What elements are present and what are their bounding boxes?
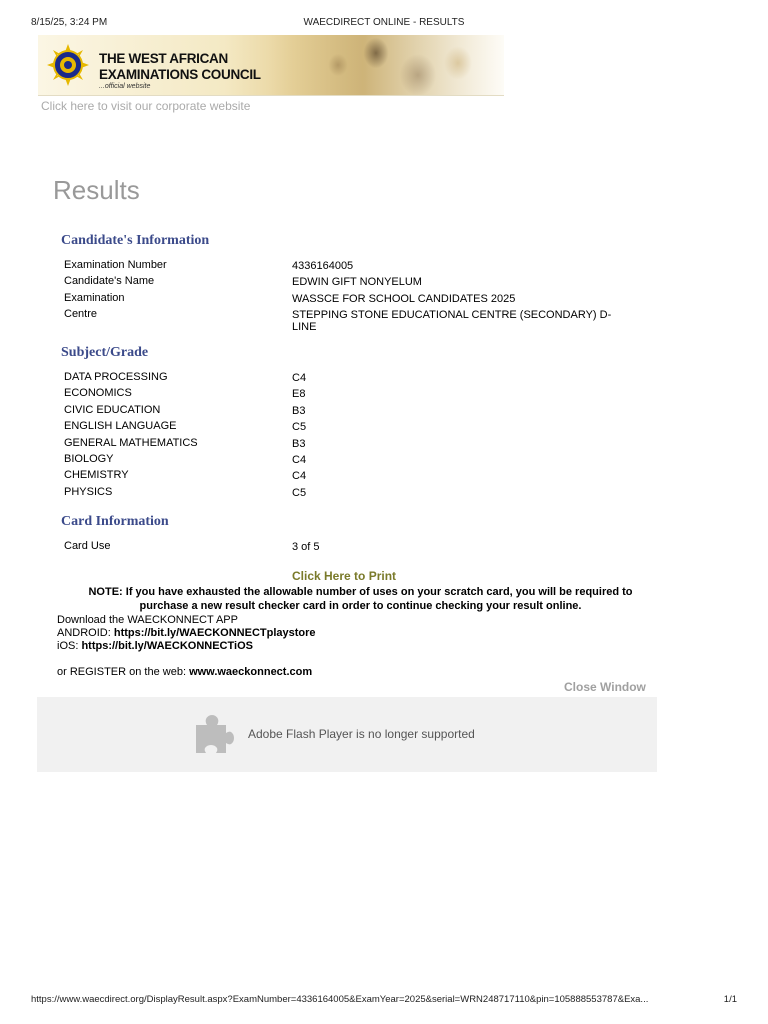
print-footer	[31, 994, 737, 1008]
android-line	[57, 627, 316, 639]
table-row	[64, 259, 644, 275]
print-page-title: WAECDIRECT ONLINE - RESULTS	[303, 17, 465, 28]
table-row	[64, 387, 644, 403]
flash-message: Adobe Flash Player is no longer supported	[248, 727, 475, 741]
flash-placeholder	[37, 697, 657, 772]
subject-grade: C5	[292, 421, 307, 434]
subject-name: PHYSICS	[64, 485, 113, 498]
print-button[interactable]: Click Here to Print	[292, 569, 397, 583]
register-line	[57, 666, 312, 678]
row-value: 4336164005	[292, 260, 354, 272]
banner-photo	[268, 35, 504, 95]
table-row	[64, 486, 644, 502]
register-label: or REGISTER on the web:	[57, 666, 190, 678]
print-datetime: 8/15/25, 3:24 PM	[31, 17, 108, 28]
org-name-line2: EXAMINATIONS COUNCIL	[99, 67, 261, 82]
subject-name: CIVIC EDUCATION	[64, 403, 161, 416]
row-value: EDWIN GIFT NONYELUM	[292, 276, 422, 289]
table-row	[64, 469, 644, 485]
table-row	[64, 540, 644, 556]
row-label: Examination Number	[64, 259, 167, 271]
subject-grade: B3	[292, 437, 306, 450]
subject-grade: C4	[292, 470, 307, 483]
candidate-info-heading: Candidate's Information	[61, 233, 210, 248]
banner-tagline: ...official website	[99, 83, 151, 90]
note-label: NOTE:	[88, 586, 123, 598]
print-page-number: 1/1	[723, 994, 737, 1005]
puzzle-piece-icon	[192, 713, 234, 755]
org-name-line1: THE WEST AFRICAN	[99, 51, 228, 66]
row-value: STEPPING STONE EDUCATIONAL CENTRE (SECONDARY) D-LINE	[292, 309, 612, 334]
card-info-heading: Card Information	[61, 514, 169, 529]
print-url: https://www.waecdirect.org/DisplayResult.aspx?ExamNumber=4336164005&ExamYear=2025&serial=WRN248717110&pin=105888553787&Exa...	[31, 994, 649, 1005]
subject-grade: E8	[292, 388, 306, 401]
subject-name: ECONOMICS	[64, 387, 132, 400]
ios-line	[57, 640, 253, 652]
android-label: ANDROID:	[57, 627, 114, 639]
page-title: Results	[53, 175, 140, 205]
row-value: 3 of 5	[292, 541, 320, 553]
android-store-link[interactable]: https://bit.ly/WAECKONNECTplaystore	[113, 627, 316, 639]
subject-name: ENGLISH LANGUAGE	[64, 420, 177, 433]
candidate-info-table	[64, 259, 644, 333]
table-row	[64, 420, 644, 436]
ios-label: iOS:	[57, 640, 82, 652]
card-info-table	[64, 540, 644, 556]
waec-seal-icon	[46, 43, 90, 87]
table-row	[64, 404, 644, 420]
print-header	[31, 17, 737, 31]
subject-grade: C4	[292, 453, 307, 466]
row-label: Centre	[64, 308, 98, 321]
row-value: WASSCE FOR SCHOOL CANDIDATES 2025	[292, 292, 516, 305]
register-web-link[interactable]: www.waeckonnect.com	[189, 666, 313, 678]
waec-banner[interactable]	[38, 35, 504, 96]
table-row	[64, 453, 644, 469]
row-label: Card Use	[64, 540, 111, 552]
download-app-title: Download the WAECKONNECT APP	[57, 614, 238, 626]
subject-grade: C4	[292, 372, 307, 384]
table-row	[64, 437, 644, 453]
subject-grade-table	[64, 371, 644, 502]
subject-grade-heading: Subject/Grade	[61, 345, 149, 360]
subject-grade: B3	[292, 404, 306, 417]
row-label: Examination	[64, 291, 125, 304]
subject-grade: C5	[292, 486, 307, 499]
corporate-website-link[interactable]: Click here to visit our corporate website	[41, 99, 251, 113]
table-row	[64, 292, 644, 308]
table-row	[64, 275, 644, 291]
subject-name: CHEMISTRY	[64, 469, 129, 482]
scratch-card-note	[64, 585, 657, 613]
subject-name: BIOLOGY	[64, 452, 114, 465]
row-label: Candidate's Name	[64, 275, 155, 288]
subject-name: GENERAL MATHEMATICS	[64, 436, 198, 449]
note-text: If you have exhausted the allowable number of uses on your scratch card, you will be required to purchase a new result checker card in order to continue checking your result online.	[122, 586, 633, 612]
close-window-button[interactable]: Close Window	[564, 680, 646, 694]
subject-name: DATA PROCESSING	[64, 371, 168, 383]
table-row	[64, 371, 644, 387]
table-row	[64, 308, 644, 333]
ios-store-link[interactable]: https://bit.ly/WAECKONNECTiOS	[81, 640, 253, 652]
